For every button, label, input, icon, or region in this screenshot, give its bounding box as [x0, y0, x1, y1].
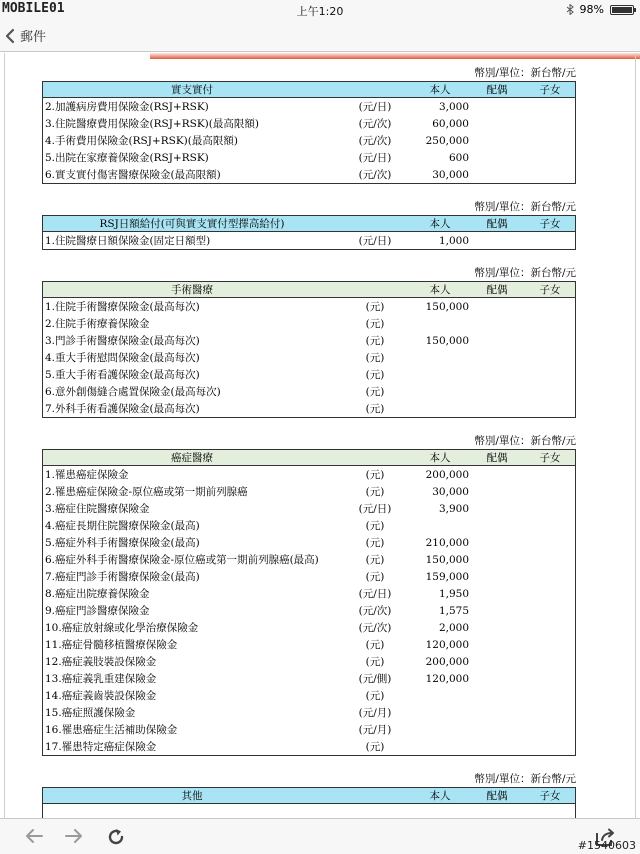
cell-self: 1,000: [438, 234, 469, 247]
header-cell-self: 本人: [429, 218, 451, 230]
cell-unit: (元): [365, 690, 385, 702]
cell-name: 1.住院醫療日額保險金(固定日額型): [45, 235, 211, 247]
benefit-table: [42, 81, 576, 184]
status-right: [566, 3, 634, 16]
unit-label: 幣別/單位：新台幣/元: [474, 267, 576, 279]
cell-unit: (元): [365, 639, 385, 651]
cell-unit: (元): [365, 301, 385, 313]
battery-fill: [612, 7, 632, 13]
table-row: [43, 315, 575, 332]
cell-unit: (元): [365, 571, 385, 583]
cell-unit: (元): [365, 352, 385, 364]
cell-unit: (元): [365, 554, 385, 566]
table-row: [43, 400, 575, 417]
header-cell-self: 本人: [429, 84, 451, 96]
cell-self: 3,900: [438, 502, 469, 515]
back-button[interactable]: [4, 26, 46, 45]
cell-name: 5.重大手術看護保險金(最高每次): [45, 369, 200, 381]
cell-unit: (元): [365, 318, 385, 330]
header-cell-spouse: 配偶: [486, 452, 508, 464]
cell-unit: (元/日): [358, 588, 392, 600]
table-header: [43, 216, 575, 232]
nav-bar: [0, 20, 640, 52]
cell-unit: (元): [365, 486, 385, 498]
table-header: [43, 82, 575, 98]
battery-icon: [610, 5, 634, 15]
header-cell-spouse: 配偶: [486, 284, 508, 296]
cell-name: 17.罹患特定癌症保險金: [45, 741, 157, 753]
header-cell-spouse: 配偶: [486, 84, 508, 96]
table-row: [43, 349, 575, 366]
cell-name: 9.癌症門診醫療保險金: [45, 605, 150, 617]
cell-name: 2.加護病房費用保險金(RSJ+RSK): [45, 101, 209, 113]
unit-label: 幣別/單位：新台幣/元: [474, 201, 576, 213]
cell-name: 6.癌症外科手術醫療保險金-原位癌或第一期前列腺癌(最高): [45, 554, 319, 566]
cell-name: 6.實支實付傷害醫療保險金(最高限額): [45, 169, 221, 181]
cell-name: 4.手術費用保險金(RSJ+RSK)(最高限額): [45, 135, 238, 147]
cell-unit: (元/次): [358, 622, 392, 634]
cell-name: 5.出院在家療養保險金(RSJ+RSK): [45, 152, 209, 164]
table-row: [43, 232, 575, 249]
cell-self: 120,000: [425, 672, 469, 685]
table-row: [43, 704, 575, 721]
header-cell-spouse: 配偶: [486, 218, 508, 230]
cell-name: 13.癌症義乳重建保險金: [45, 673, 157, 685]
table-header: [43, 450, 575, 466]
cell-self: 1,950: [438, 587, 469, 600]
cell-self: 250,000: [425, 134, 469, 147]
header-cell-self: 本人: [429, 452, 451, 464]
cell-name: 6.意外創傷縫合處置保險金(最高每次): [45, 386, 221, 398]
header-cell-child: 子女: [539, 284, 561, 296]
table-row: [43, 483, 575, 500]
unit-label: 幣別/單位：新台幣/元: [474, 67, 576, 79]
status-bar: [0, 0, 640, 20]
cell-name: 5.癌症外科手術醫療保險金(最高): [45, 537, 200, 549]
cell-unit: (元): [365, 335, 385, 347]
unit-label: 幣別/單位：新台幣/元: [474, 773, 576, 785]
cell-self: 120,000: [425, 638, 469, 651]
cell-name: 1.住院手術醫療保險金(最高每次): [45, 301, 200, 313]
table-row: [43, 670, 575, 687]
cell-name: 8.癌症出院療養保險金: [45, 588, 150, 600]
back-button-label: 郵件: [20, 30, 47, 45]
cell-self: 30,000: [432, 485, 469, 498]
cell-name: 1.罹患癌症保險金: [45, 469, 129, 481]
back-arrow-icon[interactable]: [24, 827, 44, 845]
cell-self: 150,000: [425, 334, 469, 347]
table-row: [43, 687, 575, 704]
forward-arrow-icon[interactable]: [64, 827, 84, 845]
cell-name: 14.癌症義齒裝設保險金: [45, 690, 157, 702]
cell-unit: (元): [365, 656, 385, 668]
header-cell-self: 本人: [429, 790, 451, 802]
table-row: [43, 568, 575, 585]
header-cell-name: 手術醫療: [171, 284, 213, 296]
cell-name: 2.罹患癌症保險金-原位癌或第一期前列腺癌: [45, 486, 248, 498]
cell-name: 3.門診手術醫療保險金(最高每次): [45, 335, 200, 347]
table-row: [43, 149, 575, 166]
cell-unit: (元/次): [358, 169, 392, 181]
table-row: [43, 721, 575, 738]
cell-name: 2.住院手術療養保險金: [45, 318, 150, 330]
cell-unit: (元): [365, 403, 385, 415]
table-row: [43, 383, 575, 400]
cell-unit: (元/日): [358, 235, 392, 247]
header-cell-child: 子女: [539, 84, 561, 96]
table-row: [43, 551, 575, 568]
battery-percent: 98%: [579, 3, 604, 16]
cell-self: 200,000: [425, 468, 469, 481]
benefit-table: [42, 281, 576, 418]
cell-name: 3.癌症住院醫療保險金: [45, 503, 150, 515]
page-edge: [635, 53, 636, 818]
cell-name: 16.罹患癌症生活補助保險金: [45, 724, 178, 736]
cell-unit: (元): [365, 520, 385, 532]
cell-unit: (元/月): [358, 707, 392, 719]
bluetooth-icon: [566, 4, 574, 15]
table-row: [43, 115, 575, 132]
cell-name: 10.癌症放射線或化學治療保險金: [45, 622, 199, 634]
header-cell-child: 子女: [539, 452, 561, 464]
header-cell-child: 子女: [539, 218, 561, 230]
cell-self: 600: [448, 151, 469, 164]
table-row: [43, 466, 575, 483]
email-content[interactable]: [0, 53, 640, 818]
cell-unit: (元/次): [358, 118, 392, 130]
status-time: 上午1:20: [296, 5, 344, 18]
table-row: [43, 517, 575, 534]
cell-unit: (元/側): [358, 673, 392, 685]
cell-name: 7.癌症門診手術醫療保險金(最高): [45, 571, 200, 583]
cell-unit: (元/日): [358, 152, 392, 164]
benefit-table: [42, 787, 576, 818]
benefit-table: [42, 215, 576, 250]
cell-self: 159,000: [425, 570, 469, 583]
cell-unit: (元): [365, 741, 385, 753]
reload-icon[interactable]: [106, 827, 126, 847]
cell-self: 3,000: [438, 100, 469, 113]
table-row: [43, 534, 575, 551]
cell-name: 4.癌症長期住院醫療保險金(最高): [45, 520, 200, 532]
cell-self: 150,000: [425, 300, 469, 313]
table-header: [43, 788, 575, 804]
cell-name: 12.癌症義肢裝設保險金: [45, 656, 157, 668]
cell-self: 60,000: [432, 117, 469, 130]
header-cell-name: 實支實付: [171, 84, 213, 96]
table-row: [43, 738, 575, 755]
page-edge: [4, 53, 5, 818]
cell-name: 7.外科手術看護保險金(最高每次): [45, 403, 200, 415]
header-cell-spouse: 配偶: [486, 790, 508, 802]
header-cell-name: RSJ日額給付(可與實支實付型擇高給付): [99, 218, 285, 230]
cell-unit: (元/日): [358, 101, 392, 113]
mobile01-logo: MOBILE01: [2, 1, 65, 16]
cell-unit: (元/次): [358, 135, 392, 147]
image-tag: #1540603: [577, 839, 636, 852]
table-row: [43, 602, 575, 619]
benefit-table: [42, 449, 576, 756]
table-row: [43, 332, 575, 349]
cell-unit: (元): [365, 469, 385, 481]
header-cell-name: 癌症醫療: [171, 452, 213, 464]
cell-self: 1,575: [438, 604, 469, 617]
table-row: [43, 166, 575, 183]
cell-name: 3.住院醫療費用保險金(RSJ+RSK)(最高限額): [45, 118, 259, 130]
table-header: [43, 282, 575, 298]
cell-self: 210,000: [425, 536, 469, 549]
chevron-left-icon: [4, 28, 16, 44]
cell-name: 11.癌症骨髓移植醫療保險金: [45, 639, 178, 651]
table-row: [43, 98, 575, 115]
decorative-banner: [150, 53, 640, 59]
unit-label: 幣別/單位：新台幣/元: [474, 435, 576, 447]
cell-unit: (元/日): [358, 503, 392, 515]
table-row: [43, 500, 575, 517]
header-cell-child: 子女: [539, 790, 561, 802]
cell-unit: (元): [365, 369, 385, 381]
cell-unit: (元/月): [358, 724, 392, 736]
table-row: [43, 132, 575, 149]
cell-self: 200,000: [425, 655, 469, 668]
cell-name: 15.癌症照護保險金: [45, 707, 136, 719]
cell-self: 150,000: [425, 553, 469, 566]
cell-self: 2,000: [438, 621, 469, 634]
bottom-toolbar: [0, 818, 640, 854]
table-row: [43, 366, 575, 383]
table-row: [43, 619, 575, 636]
cell-self: 30,000: [432, 168, 469, 181]
cell-name: 4.重大手術慰問保險金(最高每次): [45, 352, 200, 364]
table-row: [43, 585, 575, 602]
cell-unit: (元/次): [358, 605, 392, 617]
table-row: [43, 653, 575, 670]
cell-unit: (元): [365, 537, 385, 549]
table-row: [43, 298, 575, 315]
cell-unit: (元): [365, 386, 385, 398]
header-cell-self: 本人: [429, 284, 451, 296]
table-row: [43, 636, 575, 653]
header-cell-name: 其他: [181, 790, 203, 802]
